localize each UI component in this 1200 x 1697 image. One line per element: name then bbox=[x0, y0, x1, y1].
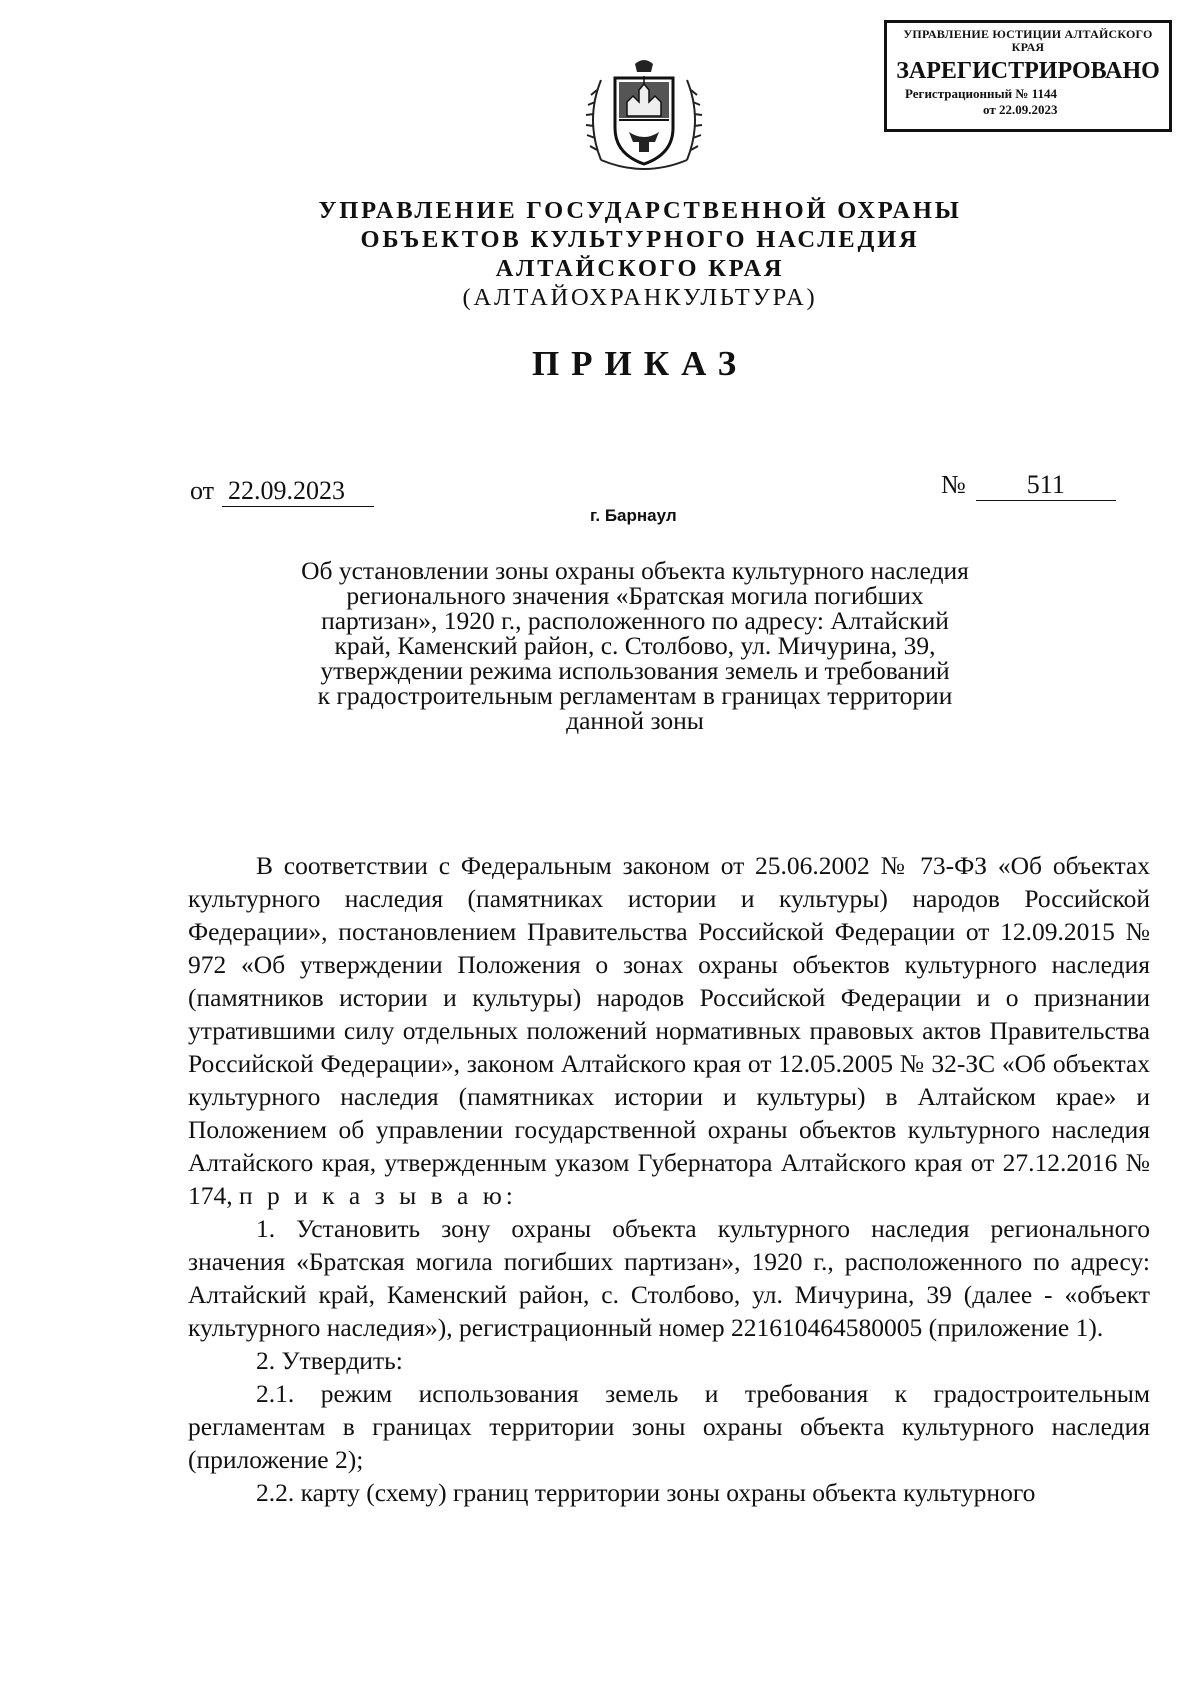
preamble-text: В соответствии с Федеральным законом от 25.06.2002 № 73-ФЗ «Об объектах культурного наследия (памятниках истории и культуры) народов Российской Федерации», постановлением Правительства Российской Федерации от 12.09.2015 № 972 «Об утверждении Положения о зонах охраны объектов культурного наследия (памятников истории и культуры) народов Российской Федерации и о признании утратившими силу отдельных положений нормативных правовых актов Правительства Российской Федерации», законом Алтайского края от 12.05.2005 № 32-ЗС «Об объектах культурного наследия (памятниках истории и культуры) в Алтайском крае» и Положением об управлении государственной охраны объектов культурного наследия Алтайского края, утвержденным указом Губернатора Алтайского края от 27.12.2016 № 174, bbox=[188, 851, 1150, 1210]
stamp-date: 22.09.2023 bbox=[998, 102, 1058, 117]
stamp-reg-number: 1144 bbox=[1031, 86, 1057, 101]
order-keyword: п р и к а з ы в а ю: bbox=[239, 1181, 517, 1210]
org-line-2: ОБЪЕКТОВ КУЛЬТУРНОГО НАСЛЕДИЯ bbox=[360, 226, 920, 253]
org-line-3: АЛТАЙСКОГО КРАЯ bbox=[495, 255, 785, 282]
date-value: 22.09.2023 bbox=[222, 476, 374, 507]
document-type: ПРИКАЗ bbox=[531, 344, 749, 383]
clause-2: 2. Утвердить: bbox=[256, 1346, 403, 1375]
subject-line: данной зоны bbox=[566, 706, 704, 735]
org-line-1: УПРАВЛЕНИЕ ГОСУДАРСТВЕННОЙ ОХРАНЫ bbox=[318, 197, 962, 224]
stamp-reg-line bbox=[887, 86, 1169, 102]
stamp-reg-label: Регистрационный № bbox=[905, 86, 1029, 101]
stamp-date-label: от bbox=[983, 102, 996, 117]
org-abbreviation: (АЛТАЙОХРАНКУЛЬТУРА) bbox=[462, 284, 818, 311]
order-subject bbox=[250, 558, 1020, 733]
organization-header bbox=[200, 196, 1080, 312]
clause-2-1: 2.1. режим использования земель и требования к градостроительным регламентам в границах территории зоны охраны объекта культурного наследия (приложение 2); bbox=[188, 1379, 1150, 1474]
number-value: 511 bbox=[976, 470, 1116, 501]
subject-line: Об установлении зоны охраны объекта культурного наследия bbox=[301, 556, 969, 585]
coat-of-arms-emblem bbox=[583, 50, 705, 180]
registration-stamp bbox=[884, 20, 1172, 132]
clause-1: 1. Установить зону охраны объекта культурного наследия регионального значения «Братская могила погибших партизан», 1920 г., расположенного по адресу: Алтайский край, Каменский район, с. Столбово, ул. Мичурина, 39 (далее - «объект культурного наследия»), регистрационный номер 221610464580005 (приложение 1). bbox=[188, 1214, 1150, 1342]
clause-2-2: 2.2. карту (схему) границ территории зоны охраны объекта культурного bbox=[256, 1478, 1036, 1507]
subject-line: регионального значения «Братская могила погибших bbox=[346, 581, 924, 610]
subject-line: край, Каменский район, с. Столбово, ул. Мичурина, 39, bbox=[334, 631, 936, 660]
order-number bbox=[941, 470, 1116, 501]
stamp-org: УПРАВЛЕНИЕ ЮСТИЦИИ АЛТАЙСКОГО КРАЯ bbox=[903, 27, 1153, 54]
subject-line: партизан», 1920 г., расположенного по адресу: Алтайский bbox=[321, 606, 949, 635]
city: г. Барнаул bbox=[590, 506, 677, 525]
subject-line: к градостроительным регламентам в границах территории bbox=[317, 681, 953, 710]
subject-line: утверждении режима использования земель и требований bbox=[320, 656, 950, 685]
stamp-status: ЗАРЕГИСТРИРОВАНО bbox=[896, 58, 1160, 84]
order-date bbox=[190, 476, 374, 507]
date-prefix: от bbox=[190, 476, 215, 505]
number-prefix: № bbox=[941, 470, 966, 499]
preamble-paragraph bbox=[188, 849, 1150, 1212]
stamp-date-line bbox=[887, 102, 1169, 118]
order-body bbox=[188, 849, 1150, 1509]
